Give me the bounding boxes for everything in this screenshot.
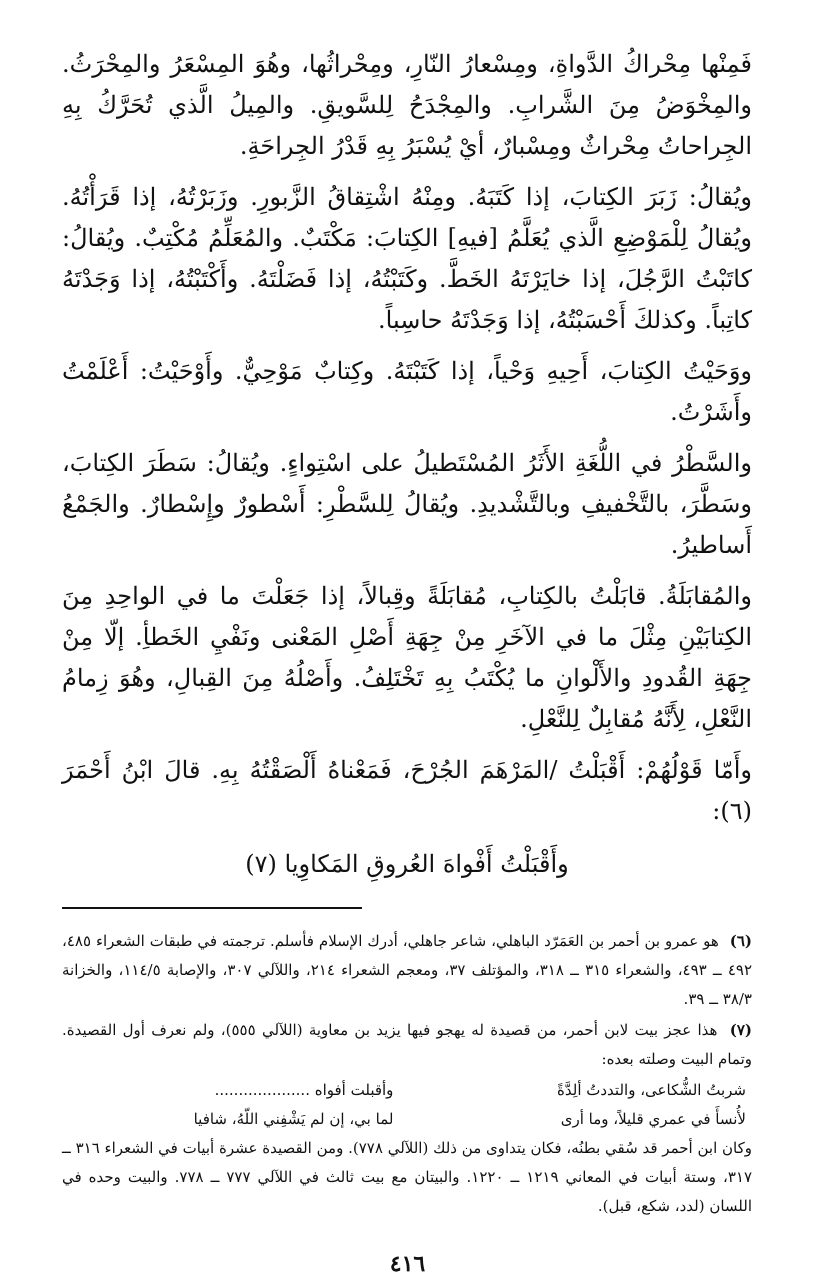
verse-1-second-hemistich: وأقبلت أفواه .................... bbox=[214, 1081, 394, 1099]
main-text-paragraph-3: ووَحَيْتُ الكِتابَ، أَحِيهِ وَحْياً، إذا كَتَبْتَهُ. وكِتابٌ مَوْحِيٌّ. وأَوْحَيْتُ: أَعْلَمْتُ وأَشَرْتُ. bbox=[62, 357, 752, 426]
footnote-7 bbox=[62, 1016, 752, 1074]
footnote-6 bbox=[62, 927, 752, 1014]
footnote-7-number: (٧) bbox=[729, 1021, 752, 1039]
book-page bbox=[62, 44, 752, 1254]
main-text-paragraph-2: ويُقالُ: زَبَرَ الكِتابَ، إذا كَتَبَهُ. ومِنْهُ اشْتِقاقُ الزَّبورِ. وزَبَرْتُهُ، إذا قَرَأْتُهُ. ويُقالُ لِلْمَوْضِعِ الَّذي يُعَلَّمُ [فيهِ] الكِتابَ: مَكْتَبٌ. والمُعَلِّمُ مُكْتِبٌ. ويُقالُ: كاتَبْتُ الرَّجُلَ، إذا خايَرْتَهُ الخَطَّ. وكَتَبْتُهُ، إذا فَضَلْتَهُ. وأَكْتَبْتُهُ، إذا وَجَدْتَهُ كاتِباً. وكذلكَ أَحْسَبْتُهُ، إذا وَجَدْتَهُ حاسِباً. bbox=[62, 183, 752, 334]
page-number: ٤١٦ bbox=[389, 1251, 426, 1277]
footnote-separator bbox=[62, 907, 362, 909]
verse-2-second-hemistich: لما بي، إن لم يَشْفِني اللّهُ، شافيا bbox=[193, 1110, 394, 1128]
verse-2-first-hemistich: لأُنسأَ في عمري قليلاً، وما أرى bbox=[560, 1110, 746, 1128]
footnote-6-number: (٦) bbox=[729, 932, 752, 950]
quoted-verse: وأَقْبَلْتُ أَفْواهَ العُروقِ المَكاوِيا (٧) bbox=[245, 850, 569, 878]
main-text-paragraph-6: وأَمّا قَوْلُهُمْ: أَقْبَلْتُ /المَرْهَمَ الجُرْحَ، فَمَعْناهُ أَلْصَقْتُهُ بِهِ. قالَ ابْنُ أَحْمَرَ (٦): bbox=[62, 756, 752, 825]
main-text-paragraph-1: فَمِنْها مِحْراكُ الدَّواةِ، ومِسْعارُ النّارِ، ومِحْراثُها، وهُوَ المِسْعَرُ والمِحْرَثُ. والمِخْوَضُ مِنَ الشَّرابِ. والمِجْدَحُ لِلسَّويقِ. والمِيلُ الَّذي تُحَرَّكُ بِهِ الجِراحاتُ مِحْراثٌ ومِسْبارٌ، أيْ يُسْبَرُ بِهِ قَدْرُ الجِراحَةِ. bbox=[62, 50, 752, 160]
verse-1-first-hemistich: شربتُ الشُّكاعى، والتددتُ ألِدَّةً bbox=[557, 1081, 746, 1099]
main-text-paragraph-5: والمُقابَلَةُ. قابَلْتُ بالكِتابِ، مُقابَلَةً وقِبالاً، إذا جَعَلْتَ ما في الواحِدِ مِنَ الكِتابَيْنِ مِثْلَ ما في الآخَرِ مِنْ جِهَةِ أَصْلِ المَعْنى ونَفْيِ الخَطأِ. إلّا مِنْ جِهَةِ القُدودِ والأَلْوانِ ما يُكْتَبُ بِهِ تَخْتَلِفُ. وأَصْلُهُ مِنَ القِبالِ، وهُوَ زِمامُ النَّعْلِ، لِأَنَّهُ مُقابِلٌ لِلنَّعْلِ. bbox=[62, 582, 752, 733]
footnotes-section bbox=[62, 927, 752, 1221]
footnote-7-text: هذا عجز بيت لابن أحمر، من قصيدة له يهجو فيها يزيد بن معاوية (اللآلي ٥٥٥)، ولم نعرف أول القصيدة. وتمام البيت وصلته بعده: bbox=[62, 1021, 752, 1068]
footnote-7-verse-2 bbox=[62, 1105, 752, 1134]
footnote-7-verse-1 bbox=[62, 1076, 752, 1105]
footnote-6-text: هو عمرو بن أحمر بن العَمَرّد الباهلي، شاعر جاهلي، أدرك الإسلام فأسلم. ترجمته في طبقات الشعراء ٤٨٥، ٤٩٢ ــ ٤٩٣، والشعراء ٣١٥ ــ ٣١٨، والمؤتلف ٣٧، ومعجم الشعراء ٢١٤، واللآلي ٣٠٧، والإصابة ١١٤/٥، والخزانة ٣٨/٣ ــ ٣٩. bbox=[62, 932, 753, 1008]
footnote-7-continuation: وكان ابن أحمر قد سُقي بطنُه، فكان يتداوى من ذلك (اللآلي ٧٧٨). ومن القصيدة عشرة أبيات في الشعراء ٣١٦ ــ ٣١٧، وستة أبيات في المعاني ١٢١٩ ــ ١٢٢٠. والبيتان مع بيت ثالث في اللآلي ٧٧٧ ــ ٧٧٨. والبيت وحده في اللسان (لدد، شكع، قبل). bbox=[62, 1139, 752, 1215]
main-text-paragraph-4: والسَّطْرُ في اللُّغَةِ الأَثَرُ المُسْتَطيلُ على اسْتِواءٍ. ويُقالُ: سَطَرَ الكِتابَ، وسَطَّرَ، بالتَّخْفيفِ وبالتَّشْديدِ. ويُقالُ لِلسَّطْرِ: أَسْطورٌ وإِسْطارٌ. والجَمْعُ أَساطيرُ. bbox=[62, 449, 752, 559]
